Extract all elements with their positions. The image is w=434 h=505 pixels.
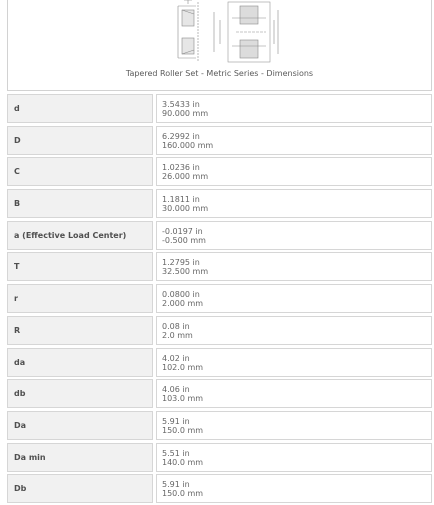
dimension-label: a (Effective Load Center) bbox=[7, 221, 153, 250]
dimension-value bbox=[156, 348, 432, 377]
dimension-label: r bbox=[7, 284, 153, 313]
table-row bbox=[7, 347, 432, 379]
dimension-value bbox=[156, 411, 432, 440]
table-row bbox=[7, 283, 432, 315]
table-row bbox=[7, 125, 432, 157]
value-inches: 5.51 in bbox=[162, 448, 190, 458]
dimension-label: R bbox=[7, 316, 153, 345]
dimension-value bbox=[156, 443, 432, 472]
dimension-label: da bbox=[7, 348, 153, 377]
value-inches: 3.5433 in bbox=[162, 100, 200, 109]
value-inches: 1.2795 in bbox=[162, 258, 200, 268]
value-inches: 5.91 in bbox=[162, 416, 190, 426]
diagram-panel bbox=[7, 0, 432, 91]
dimension-label: Da min bbox=[7, 443, 153, 472]
dimension-value bbox=[156, 189, 432, 218]
value-inches: 5.91 in bbox=[162, 480, 190, 490]
value-inches: 0.08 in bbox=[162, 321, 190, 331]
dimension-value bbox=[156, 157, 432, 186]
value-inches: -0.0197 in bbox=[162, 226, 203, 236]
value-inches: 1.0236 in bbox=[162, 163, 200, 173]
value-millimeters: 26.000 mm bbox=[162, 172, 209, 182]
dimension-label: d bbox=[7, 94, 153, 123]
diagram-caption: Tapered Roller Set - Metric Series - Dimensions bbox=[125, 69, 314, 78]
value-millimeters: -0.500 mm bbox=[162, 235, 206, 245]
dimension-label: Db bbox=[7, 474, 153, 503]
dimension-value bbox=[156, 474, 432, 503]
value-millimeters: 103.0 mm bbox=[162, 394, 204, 404]
value-millimeters: 140.0 mm bbox=[162, 457, 204, 467]
value-millimeters: 150.0 mm bbox=[162, 425, 204, 435]
dimension-value bbox=[156, 94, 432, 123]
value-millimeters: 30.000 mm bbox=[162, 204, 209, 214]
table-row bbox=[7, 410, 432, 442]
dimension-value bbox=[156, 284, 432, 313]
dimension-value bbox=[156, 252, 432, 281]
dimension-label: db bbox=[7, 379, 153, 408]
table-row bbox=[7, 93, 432, 125]
value-millimeters: 150.0 mm bbox=[162, 489, 204, 499]
table-row bbox=[7, 251, 432, 283]
dimension-label: C bbox=[7, 157, 153, 186]
dimension-label: B bbox=[7, 189, 153, 218]
table-row bbox=[7, 378, 432, 410]
table-row bbox=[7, 315, 432, 347]
value-millimeters: 32.500 mm bbox=[162, 267, 209, 277]
dimension-label: Da bbox=[7, 411, 153, 440]
table-row bbox=[7, 220, 432, 252]
dimension-label: T bbox=[7, 252, 153, 281]
value-millimeters: 2.0 mm bbox=[162, 330, 193, 340]
value-millimeters: 90.000 mm bbox=[162, 109, 209, 118]
dimensions-table bbox=[7, 93, 432, 505]
table-row bbox=[7, 473, 432, 505]
dimension-value bbox=[156, 221, 432, 250]
value-inches: 1.1811 in bbox=[162, 195, 200, 205]
value-millimeters: 160.000 mm bbox=[162, 140, 214, 150]
dimension-value bbox=[156, 379, 432, 408]
table-row bbox=[7, 442, 432, 474]
dimension-value bbox=[156, 316, 432, 345]
value-inches: 4.02 in bbox=[162, 353, 190, 363]
value-inches: 6.2992 in bbox=[162, 131, 200, 141]
value-inches: 4.06 in bbox=[162, 385, 190, 395]
value-inches: 0.0800 in bbox=[162, 290, 200, 300]
dimension-value bbox=[156, 126, 432, 155]
value-millimeters: 2.000 mm bbox=[162, 299, 204, 309]
bearing-dimension-diagram bbox=[170, 0, 282, 66]
value-millimeters: 102.0 mm bbox=[162, 362, 204, 372]
table-row bbox=[7, 188, 432, 220]
table-row bbox=[7, 156, 432, 188]
dimension-label: D bbox=[7, 126, 153, 155]
